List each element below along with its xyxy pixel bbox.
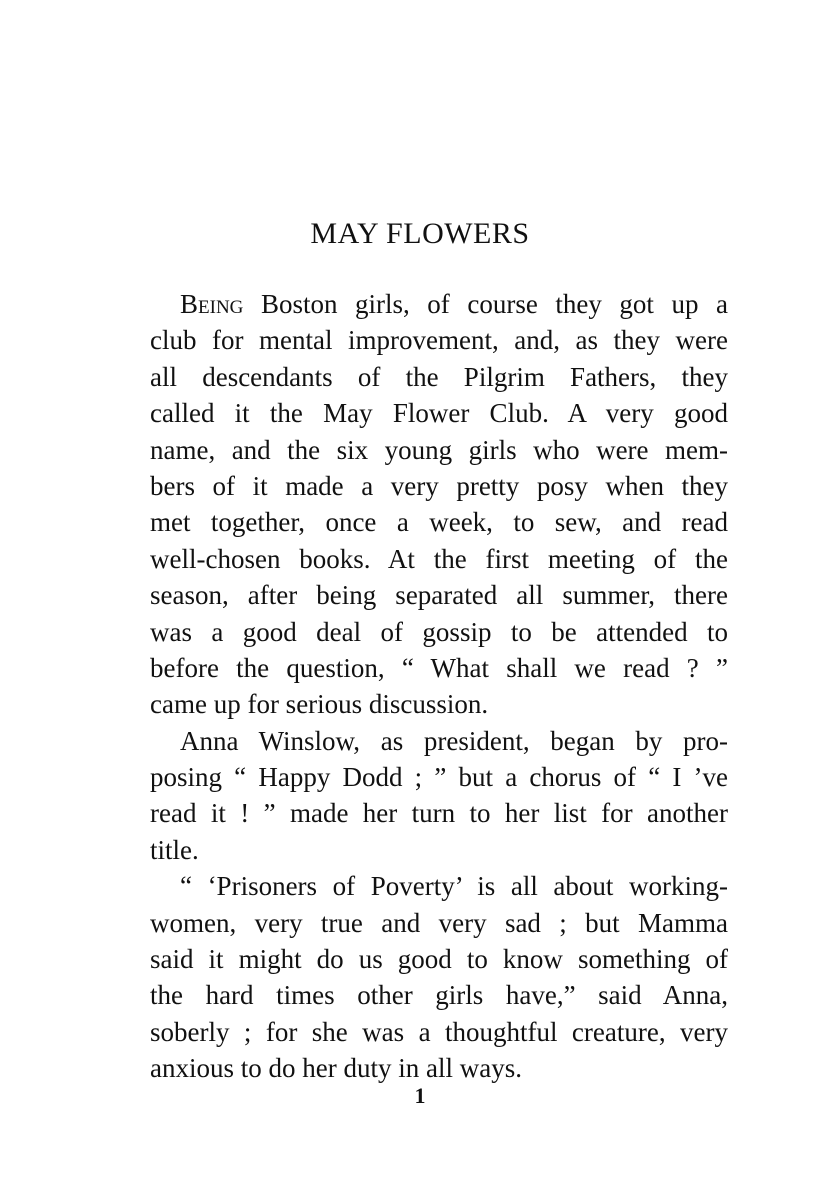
text-line: said it might do us good to know something of [150, 944, 728, 975]
text-line: well-chosen books. At the first meeting of the [150, 543, 728, 574]
paragraph-3 [150, 868, 728, 1086]
paragraph-1 [150, 286, 728, 723]
text-line: all descendants of the Pilgrim Fathers, they [150, 361, 728, 392]
body-text [150, 286, 728, 1087]
text-line: came up for serious discussion. [150, 689, 489, 720]
text-line: title. [150, 834, 199, 865]
text-line: before the question, “ What shall we read ? ” [150, 652, 728, 683]
text-line: Anna Winslow, as president, began by pro- [180, 725, 728, 756]
text-line: bers of it made a very pretty posy when they [150, 470, 728, 501]
text-line: soberly ; for she was a thoughtful creature, very [150, 1016, 728, 1047]
text-line: club for mental improvement, and, as they were [150, 325, 728, 356]
text-line: met together, once a week, to sew, and read [150, 507, 728, 538]
paragraph-2 [150, 723, 728, 869]
opening-word: Being [180, 289, 244, 319]
text-line-content: Boston girls, of course they got up a [243, 289, 728, 319]
chapter-title: MAY FLOWERS [310, 217, 530, 250]
text-line: women, very true and very sad ; but Mamma [150, 907, 728, 938]
text-line: read it ! ” made her turn to her list for another [150, 798, 728, 829]
text-line: “ ‘Prisoners of Poverty’ is all about working- [180, 871, 728, 902]
text-line: season, after being separated all summer, there [150, 580, 728, 611]
text-line: name, and the six young girls who were mem- [150, 434, 728, 465]
text-line [150, 286, 728, 322]
text-line: anxious to do her duty in all ways. [150, 1053, 522, 1084]
page-number: 1 [414, 1083, 426, 1108]
text-line: was a good deal of gossip to be attended to [150, 616, 728, 647]
text-line: the hard times other girls have,” said Anna, [150, 980, 728, 1011]
text-line: called it the May Flower Club. A very good [150, 398, 728, 429]
text-line: posing “ Happy Dodd ; ” but a chorus of “ I ’ve [150, 762, 728, 793]
